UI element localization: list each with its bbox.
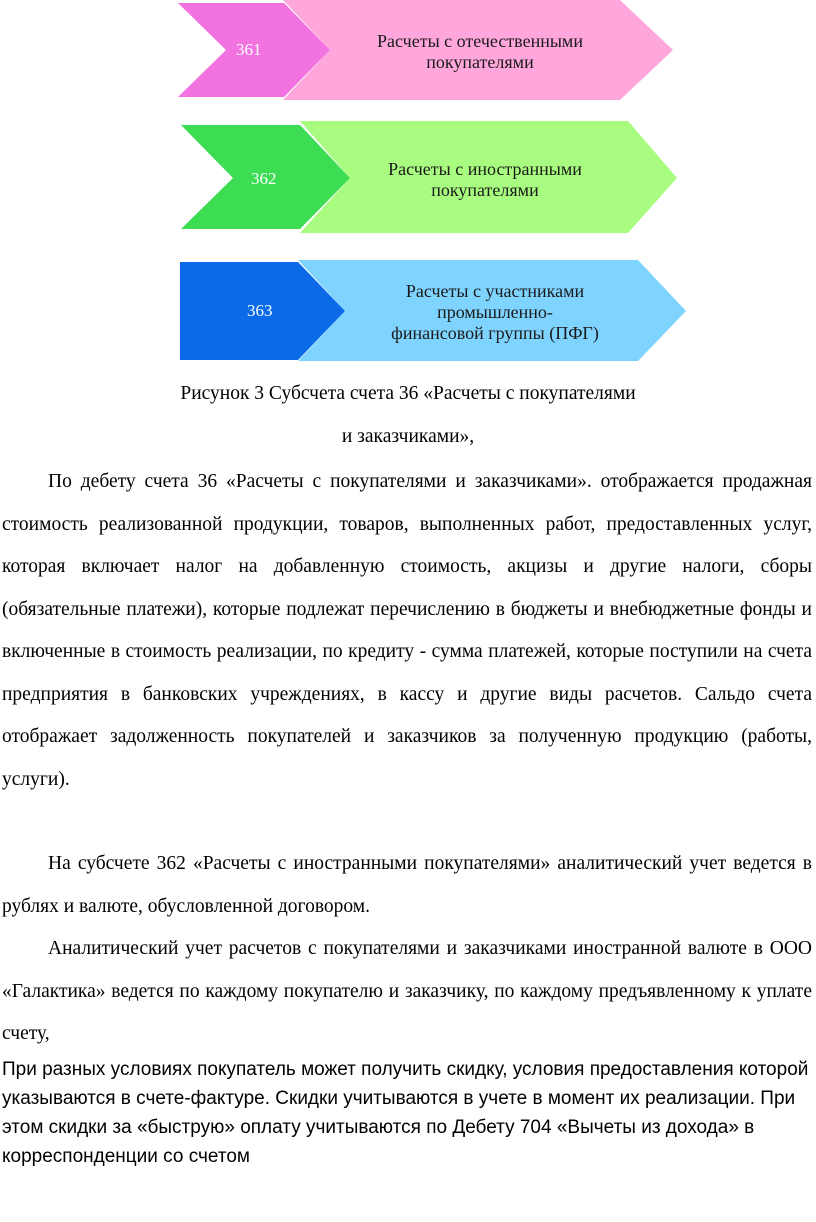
- paragraph-3: [2, 928, 812, 1056]
- paragraph-1-text: По дебету счета 36 «Расчеты с покупателями и заказчиками». отображается продажная стоимость реализованной продукции, товаров, выполненных работ, предоставленных услуг, которая включает налог на добавленную стоимость, акцизы и другие налоги, сборы (обязательные платежи), которые подлежат перечислению в бюджеты и внебюджетные фонды и включенные в стоимость реализации, по кредиту - сумма платежей, которые поступили на счета предприятия в банковских учреждениях, в кассу и другие виды расчетов. Сальдо счета отображает задолженность покупателей и заказчиков за полученную продукцию (работы, услуги).: [2, 471, 812, 790]
- paragraph-3-text: Аналитический учет расчетов с покупателями и заказчиками иностранной валюте в ООО «Галактика» ведется по каждому покупателю и заказчику, по каждому предъявленному к уплате счету,: [2, 938, 812, 1044]
- label-363: [350, 281, 640, 344]
- code-362: 362: [251, 169, 277, 188]
- subaccounts-diagram: [0, 0, 816, 370]
- paragraph-2-text: На субсчете 362 «Расчеты с иностранными покупателями» аналитический учет ведется в рублях и валюте, обусловленной договором.: [2, 853, 812, 917]
- label-363-line1: Расчеты с участниками: [405, 281, 585, 301]
- label-361-line1: Расчеты с отечественными: [377, 31, 583, 51]
- code-361: 361: [236, 40, 262, 59]
- label-363-line2: промышленно-: [437, 302, 553, 322]
- label-362: [345, 159, 625, 201]
- label-361: [335, 31, 625, 73]
- label-361-line2: покупателями: [426, 52, 534, 72]
- label-363-line3: финансовой группы (ПФГ): [391, 323, 599, 343]
- label-362-line2: покупателями: [431, 180, 539, 200]
- label-362-line1: Расчеты с иностранными: [388, 159, 582, 179]
- paragraph-4: При разных условиях покупатель может получить скидку, условия предоставления которой указываются в счете-фактуре. Скидки учитываются в учете в момент их реализации. При этом скидки за «быструю» оплату учитываются по Дебету 704 «Вычеты из дохода» в корреспонденции со счетом: [2, 1059, 809, 1167]
- figure-caption-line2: и заказчиками»,: [341, 426, 475, 447]
- figure-caption-line1: Рисунок 3 Субсчета счета 36 «Расчеты с покупателями: [180, 383, 636, 404]
- paragraph-1: [2, 461, 812, 801]
- paragraph-2: [2, 843, 812, 928]
- code-363: 363: [247, 301, 273, 320]
